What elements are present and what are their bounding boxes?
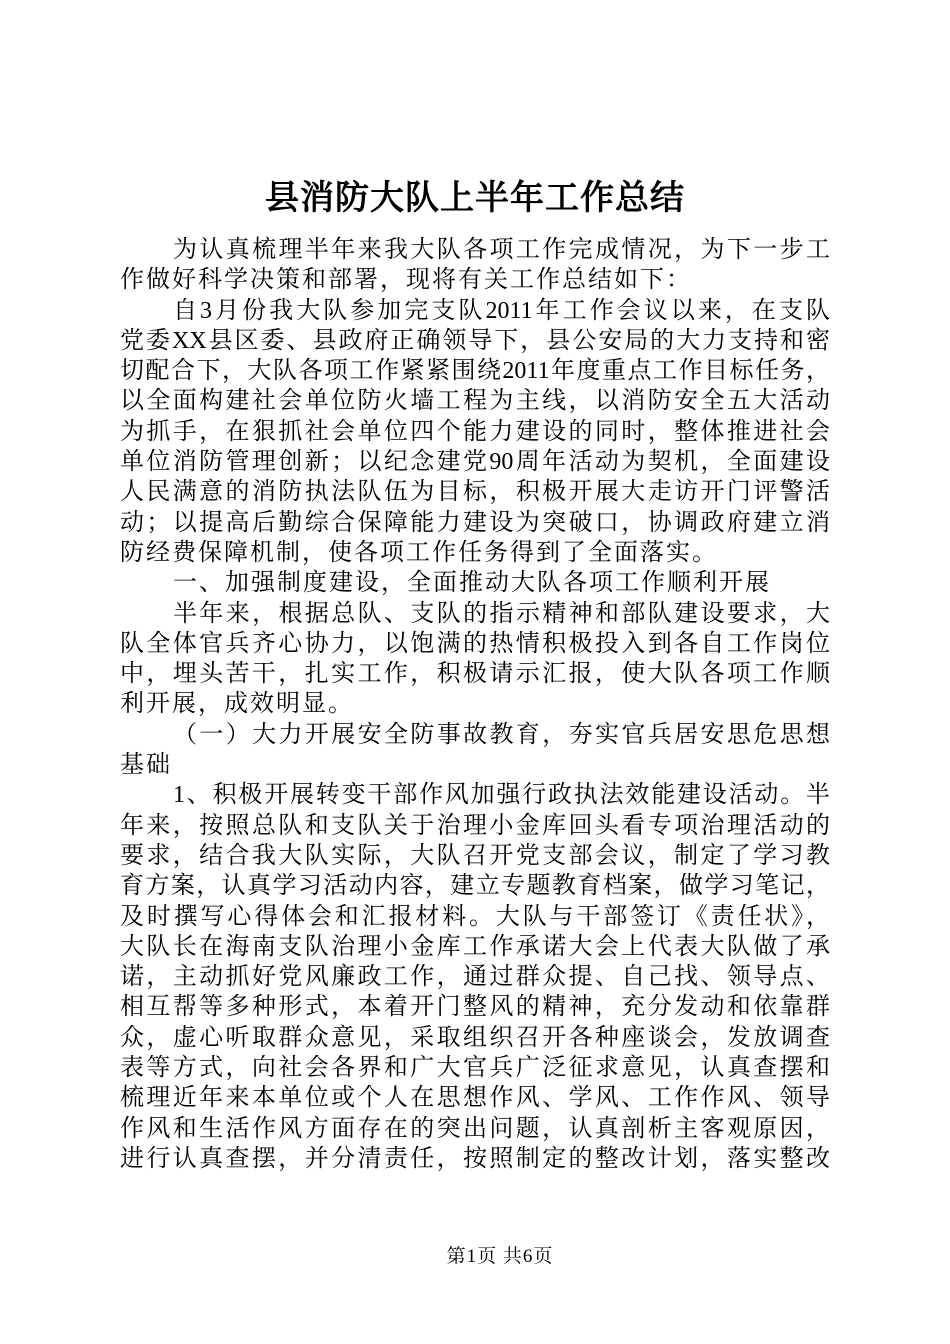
text-line: 为抓手，在狠抓社会单位四个能力建设的同时，整体推进社会 [120, 418, 830, 445]
text-line: 单位消防管理创新；以纪念建党90周年活动为契机，全面建设 [120, 449, 830, 476]
text-line: 进行认真查摆，并分清责任，按照制定的整改计划，落实整改 [120, 1145, 830, 1172]
document-body [120, 235, 830, 1174]
text-line: 大队长在海南支队治理小金库工作承诺大会上代表大队做了承 [120, 933, 830, 960]
text-line: 人民满意的消防执法队伍为目标，积极开展大走访开门评警活 [120, 479, 830, 506]
text-line: 及时撰写心得体会和汇报材料。大队与干部签订《责任状》， [120, 903, 830, 930]
text-line: 利开展，成效明显。 [120, 691, 354, 718]
text-line: 动；以提高后勤综合保障能力建设为突破口，协调政府建立消 [120, 509, 830, 536]
text-line: 要求，结合我大队实际，大队召开党支部会议，制定了学习教 [120, 842, 830, 869]
text-line: 诺，主动抓好党风廉政工作，通过群众提、自己找、领导点、 [120, 964, 830, 991]
section-heading: 一、加强制度建设，全面推动大队各项工作顺利开展 [173, 570, 771, 597]
text-line: 中，埋头苦干，扎实工作，积极请示汇报，使大队各项工作顺 [120, 661, 830, 688]
text-line: 切配合下，大队各项工作紧紧围绕2011年度重点工作目标任务， [120, 358, 830, 385]
text-line: 众，虚心听取群众意见，采取组织召开各种座谈会，发放调查 [120, 1024, 830, 1051]
text-line: 作风和生活作风方面存在的突出问题，认真剖析主客观原因， [120, 1115, 830, 1142]
text-line: 半年来，根据总队、支队的指示精神和部队建设要求，大 [173, 600, 830, 627]
page-number-label: 第1页 共6页 [446, 1246, 554, 1267]
text-line: 相互帮等多种形式，本着开门整风的精神，充分发动和依靠群 [120, 994, 830, 1021]
text-line: 自3月份我大队参加完支队2011年工作会议以来，在支队 [173, 297, 830, 324]
subsection-heading: （一）大力开展安全防事故教育，夯实官兵居安思危思想 [173, 721, 830, 748]
text-line: 为认真梳理半年来我大队各项工作完成情况，为下一步工 [173, 237, 830, 263]
text-line: 年来，按照总队和支队关于治理小金库回头看专项治理活动的 [120, 812, 830, 839]
text-line: 党委XX县区委、县政府正确领导下，县公安局的大力支持和密 [120, 327, 830, 354]
text-line: 队全体官兵齐心协力，以饱满的热情积极投入到各自工作岗位 [120, 630, 830, 657]
text-line: 表等方式，向社会各界和广大官兵广泛征求意见，认真查摆和 [120, 1055, 830, 1082]
text-line: 作做好科学决策和部署，现将有关工作总结如下： [120, 267, 692, 294]
text-line: 以全面构建社会单位防火墙工程为主线，以消防安全五大活动 [120, 388, 830, 415]
text-line: 梳理近年来本单位或个人在思想作风、学风、工作作风、领导 [120, 1085, 830, 1112]
text-line: 1、积极开展转变干部作风加强行政执法效能建设活动。半 [173, 782, 830, 809]
text-line: 防经费保障机制，使各项工作任务得到了全面落实。 [120, 539, 718, 566]
page-footer [120, 1241, 880, 1268]
subsection-heading: 基础 [120, 752, 172, 779]
document-title: 县消防大队上半年工作总结 [265, 180, 685, 217]
text-line: 育方案，认真学习活动内容，建立专题教育档案，做学习笔记， [120, 873, 830, 900]
